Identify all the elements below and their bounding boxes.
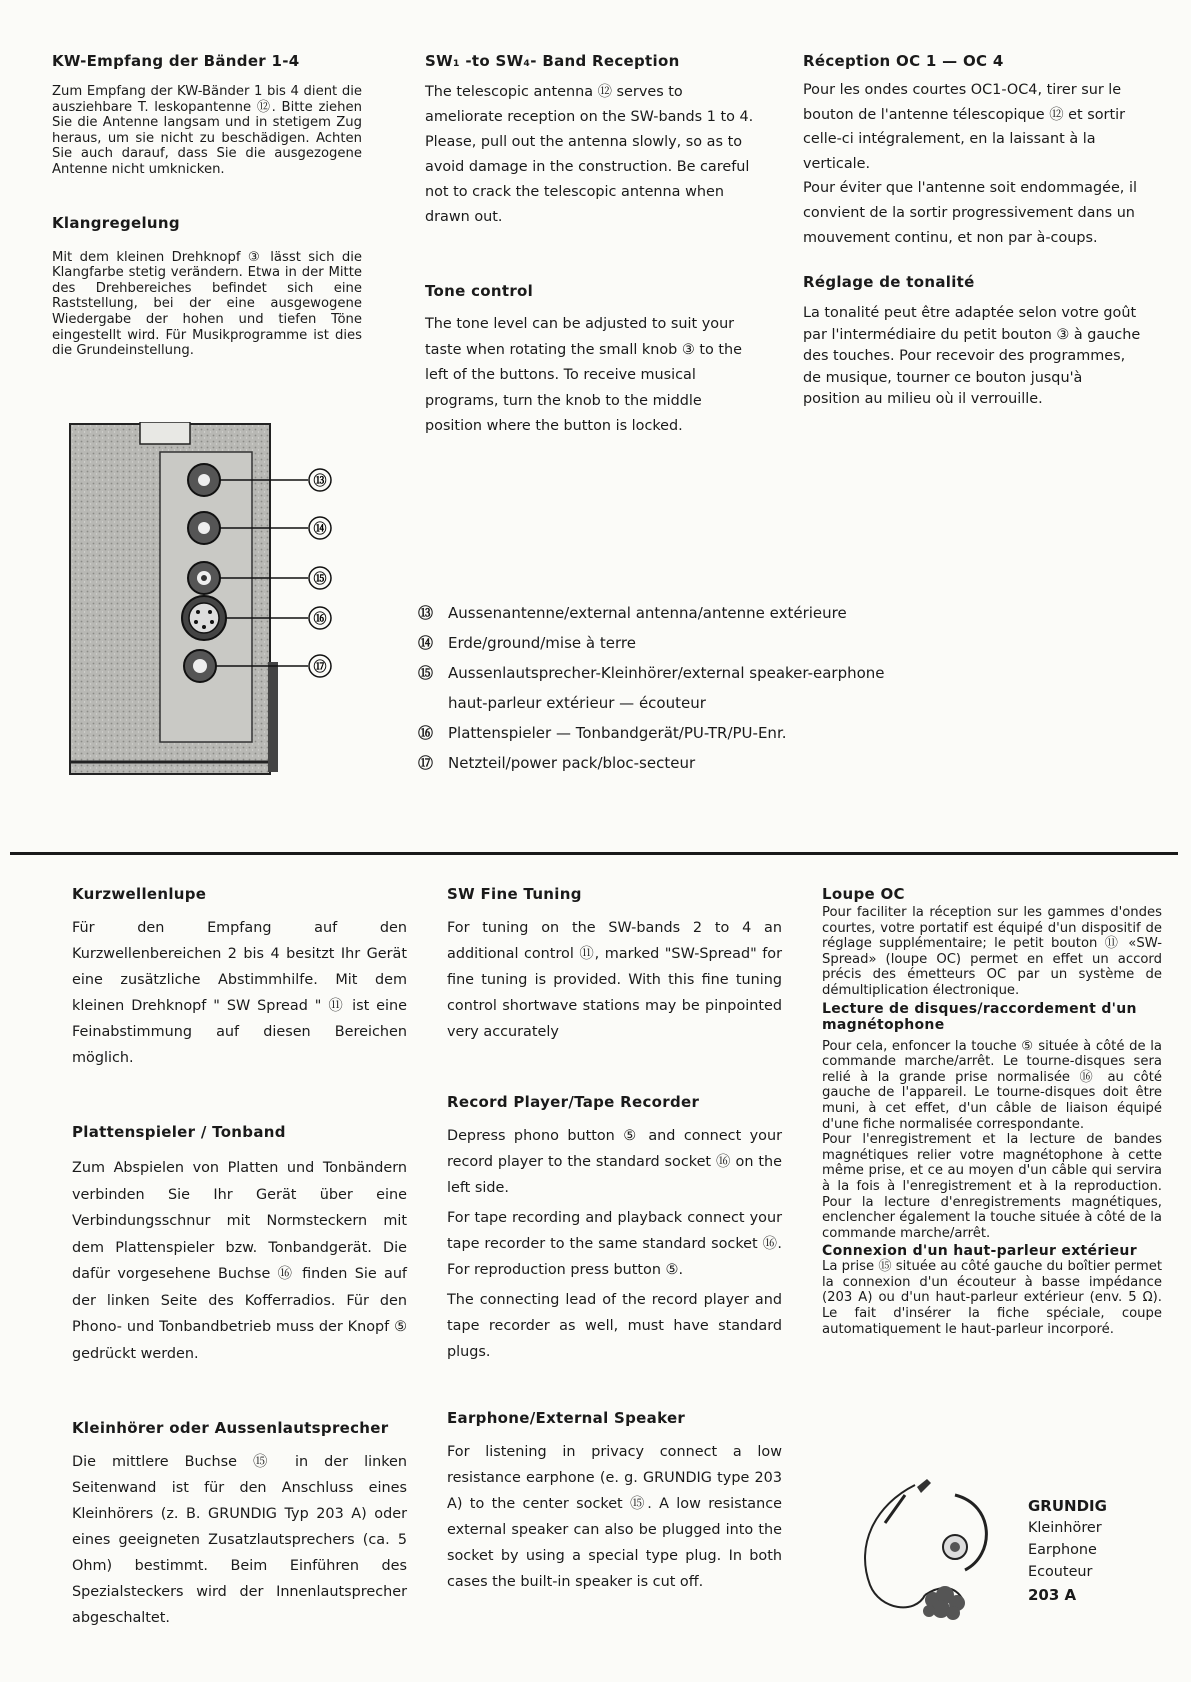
heading-loupe-oc: Loupe OC (822, 885, 905, 903)
paragraph-lecture-disques-2: Pour l'enregistrement et la lecture de bandes magnétiques relier votre magnétophone à cette même prise, et ce au moyen d'un câble qui servira à la fois à l'enregistrement et à la reproduction. Pour la lecture d'enregistrements magnétiques, enclencher également la touche située à côté de la commande marche/arrêt. (822, 1132, 1162, 1241)
socket-13 (188, 464, 220, 496)
figure-label-13: ⑬ (313, 474, 327, 489)
section-divider (10, 852, 1178, 855)
earphone-label-de: Kleinhörer (1028, 1520, 1102, 1536)
legend-text: Netzteil/power pack/bloc-secteur (448, 754, 696, 772)
earphone-drawing (845, 1475, 1005, 1625)
socket-14 (188, 512, 220, 544)
paragraph-earphone-external: For listening in privacy connect a low resistance earphone (e. g. GRUNDIG type 203 A) to the center socket ⑮. A low resistance external speaker can also be plugged into the socket by using a special type plug. In both cases the built-in speaker is cut off. (447, 1444, 782, 1590)
heading-plattenspieler: Plattenspieler / Tonband (72, 1123, 286, 1141)
paragraph-lecture-disques-1: Pour cela, enfoncer la touche ⑤ située à côté de la commande marche/arrêt. Le tourne-disques sera relié à la grande prise normalisée ⑯ au côté gauche de l'appareil. Le tourne-disques doit être muni, à cet effet, d'un câble de liaison équipé d'une fiche normalisée correspondante. (822, 1038, 1162, 1132)
figure-label-14: ⑭ (313, 522, 327, 537)
heading-klangregelung: Klangregelung (52, 213, 180, 232)
top-french-column (803, 52, 1143, 411)
legend-number: ⑯ (418, 724, 434, 742)
earphone-label-fr: Ecouteur (1028, 1564, 1093, 1580)
earphone-caption (1028, 1495, 1107, 1607)
bottom-english-column (447, 885, 782, 1595)
paragraph-record-player-2: For tape recording and playback connect your tape recorder to the same standard socket ⑯. For reproduction press button ⑤. (447, 1210, 782, 1278)
paragraph-record-player-3: The connecting lead of the record player and tape recorder as well, must have standard plugs. (447, 1292, 782, 1360)
heading-record-player: Record Player/Tape Recorder (447, 1093, 700, 1111)
figure-label-16: ⑯ (313, 612, 327, 627)
paragraph-connexion-haut-parleur: La prise ⑮ située au côté gauche du boîtier permet la connexion d'un écouteur à basse impédance (203 A) ou d'un haut-parleur extérieur (env. 5 Ω). Le fait d'insérer la fiche spéciale, coupe automatiquement le haut-parleur incorporé. (822, 1259, 1162, 1337)
earphone-brand: GRUNDIG (1028, 1497, 1107, 1515)
legend-item-17 (418, 748, 1138, 778)
paragraph-klangregelung: Mit dem kleinen Drehknopf ③ lässt sich die Klangfarbe stetig verändern. Etwa in der Mitte des Drehbereiches befindet sich eine Raststellung, bei der eine ausgewogene Wiedergabe der hohen und tiefen Töne eingestellt wird. Für Musikprogramme ist dies die Grundeinstellung. (52, 249, 362, 359)
legend-number: ⑰ (418, 754, 434, 772)
legend-item-15-continuation: haut-parleur extérieur — écouteur (448, 694, 706, 712)
paragraph-kw-empfang: Zum Empfang der KW-Bänder 1 bis 4 dient die ausziehbare T. leskopantenne ⑫. Bitte ziehen Sie die Antenne langsam und in stetigem Zug heraus, um sie nicht zu beschädigen. Achten Sie auch darauf, dass Sie die ausgezogene Antenne nicht umknicken. (52, 84, 362, 177)
paragraph-sw-band-reception: The telescopic antenna ⑫ serves to ameliorate reception on the SW-bands 1 to 4. Please, pull out the antenna slowly, so as to avoid damage in the construction. Be careful not to crack the telescopic antenna when drawn out. (425, 84, 754, 225)
paragraph-tone-control: The tone level can be adjusted to suit your taste when rotating the small knob ③ to the left of the buttons. To receive musical programs, turn the knob to the middle position where the button is locked. (425, 316, 742, 434)
legend-item-13 (418, 598, 1138, 628)
heading-connexion-haut-parleur: Connexion d'un haut-parleur extérieur (822, 1243, 1137, 1260)
legend-item-16 (418, 718, 1138, 748)
socket-16 (182, 596, 226, 640)
legend-number: ⑭ (418, 634, 434, 652)
heading-kw-empfang: KW-Empfang der Bänder 1-4 (52, 52, 300, 70)
legend-text: Aussenlautsprecher-Kleinhörer/external speaker-earphone (448, 664, 885, 682)
paragraph-plattenspieler: Zum Abspielen von Platten und Tonbändern verbinden Sie Ihr Gerät über eine Verbindungsschnur mit Normsteckern mit dem Plattenspieler bzw. Tonbandgerät. Die dafür vorgesehene Buchse ⑯ finden Sie auf der linken Seite des Kofferradios. Für den Phono- und Tonbandbetrieb muss der Knopf ⑤ gedrückt werden. (72, 1160, 407, 1362)
connector-panel-drawing (68, 422, 368, 777)
heading-reception-oc: Réception OC 1 — OC 4 (803, 52, 1004, 70)
paragraph-kurzwellenlupe: Für den Empfang auf den Kurzwellenbereichen 2 bis 4 besitzt Ihr Gerät eine zusätzliche Abstimmhilfe. Mit dem kleinen Drehknopf " SW Spread " ⑪ ist eine Feinabstimmung auf diesen Bereichen möglich. (72, 920, 407, 1066)
heading-lecture-disques: Lecture de disques/raccordement d'un magnétophone (822, 1000, 1137, 1033)
heading-kurzwellenlupe: Kurzwellenlupe (72, 885, 207, 903)
heading-kleinhoerer: Kleinhörer oder Aussenlautsprecher (72, 1419, 389, 1437)
earphone-type: 203 A (1028, 1586, 1077, 1604)
figure-label-15: ⑮ (313, 572, 327, 587)
connector-legend (418, 598, 1138, 778)
earphone-illustration (845, 1475, 1005, 1625)
figure-label-17: ⑰ (313, 660, 327, 675)
heading-tone-control: Tone control (425, 282, 534, 300)
legend-text: Plattenspieler — Tonbandgerät/PU-TR/PU-Enr. (448, 724, 787, 742)
paragraph-loupe-oc: Pour faciliter la réception sur les gammes d'ondes courtes, votre portatif est équipé d'un dispositif de réglage supplémentaire; le petit bouton ⑪ «SW-Spread» (loupe OC) permet en effet un accord précis des émetteurs OC par un système de démultiplication électronique. (822, 905, 1162, 998)
bottom-french-column (822, 885, 1162, 1337)
paragraph-record-player-1: Depress phono button ⑤ and connect your record player to the standard socket ⑯ on the left side. (447, 1128, 782, 1196)
earphone-label-en: Earphone (1028, 1542, 1097, 1558)
legend-number: ⑮ (418, 664, 434, 682)
socket-17 (184, 650, 216, 682)
heading-sw-fine-tuning: SW Fine Tuning (447, 885, 582, 903)
legend-item-15 (418, 658, 1138, 688)
paragraph-sw-fine-tuning: For tuning on the SW-bands 2 to 4 an additional control ⑪, marked "SW-Spread" for fine tuning is provided. With this fine tuning control shortwave stations may be pinpointed very accurately (447, 920, 782, 1040)
paragraph-reglage-tonalite: La tonalité peut être adaptée selon votre goût par l'intermédiaire du petit bouton ③ à gauche des touches. Pour recevoir des programmes, de musique, tourner ce bouton jusqu'à position au milieu où il verrouille. (803, 305, 1141, 407)
top-german-column (52, 52, 362, 359)
legend-text: Aussenantenne/external antenna/antenne extérieure (448, 604, 847, 622)
heading-sw-band-reception: SW₁ -to SW₄- Band Reception (425, 52, 680, 70)
socket-15 (188, 562, 220, 594)
legend-number: ⑬ (418, 604, 434, 622)
paragraph-kleinhoerer: Die mittlere Buchse ⑮ in der linken Seitenwand ist für den Anschluss eines Kleinhörers (z. B. GRUNDIG Typ 203 A) oder eines geeigneten Zusatzlautsprechers (ca. 5 Ohm) bestimmt. Beim Einführen des Spezialsteckers wird der Innenlautsprecher abgeschaltet. (72, 1454, 407, 1626)
heading-earphone-external: Earphone/External Speaker (447, 1409, 686, 1427)
paragraph-reception-oc-2: Pour éviter que l'antenne soit endommagée, il convient de la sortir progressivement dans un mouvement continu, et non par à-coups. (803, 180, 1137, 246)
connector-panel-figure (68, 422, 368, 777)
legend-text: Erde/ground/mise à terre (448, 634, 636, 652)
paragraph-reception-oc: Pour les ondes courtes OC1-OC4, tirer sur le bouton de l'antenne télescopique ⑫ et sortir celle-ci intégralement, en la laissant à la verticale. (803, 82, 1126, 172)
top-english-column (425, 52, 760, 440)
bottom-german-column (72, 885, 407, 1631)
heading-reglage-tonalite: Réglage de tonalité (803, 273, 975, 291)
legend-item-14 (418, 628, 1138, 658)
